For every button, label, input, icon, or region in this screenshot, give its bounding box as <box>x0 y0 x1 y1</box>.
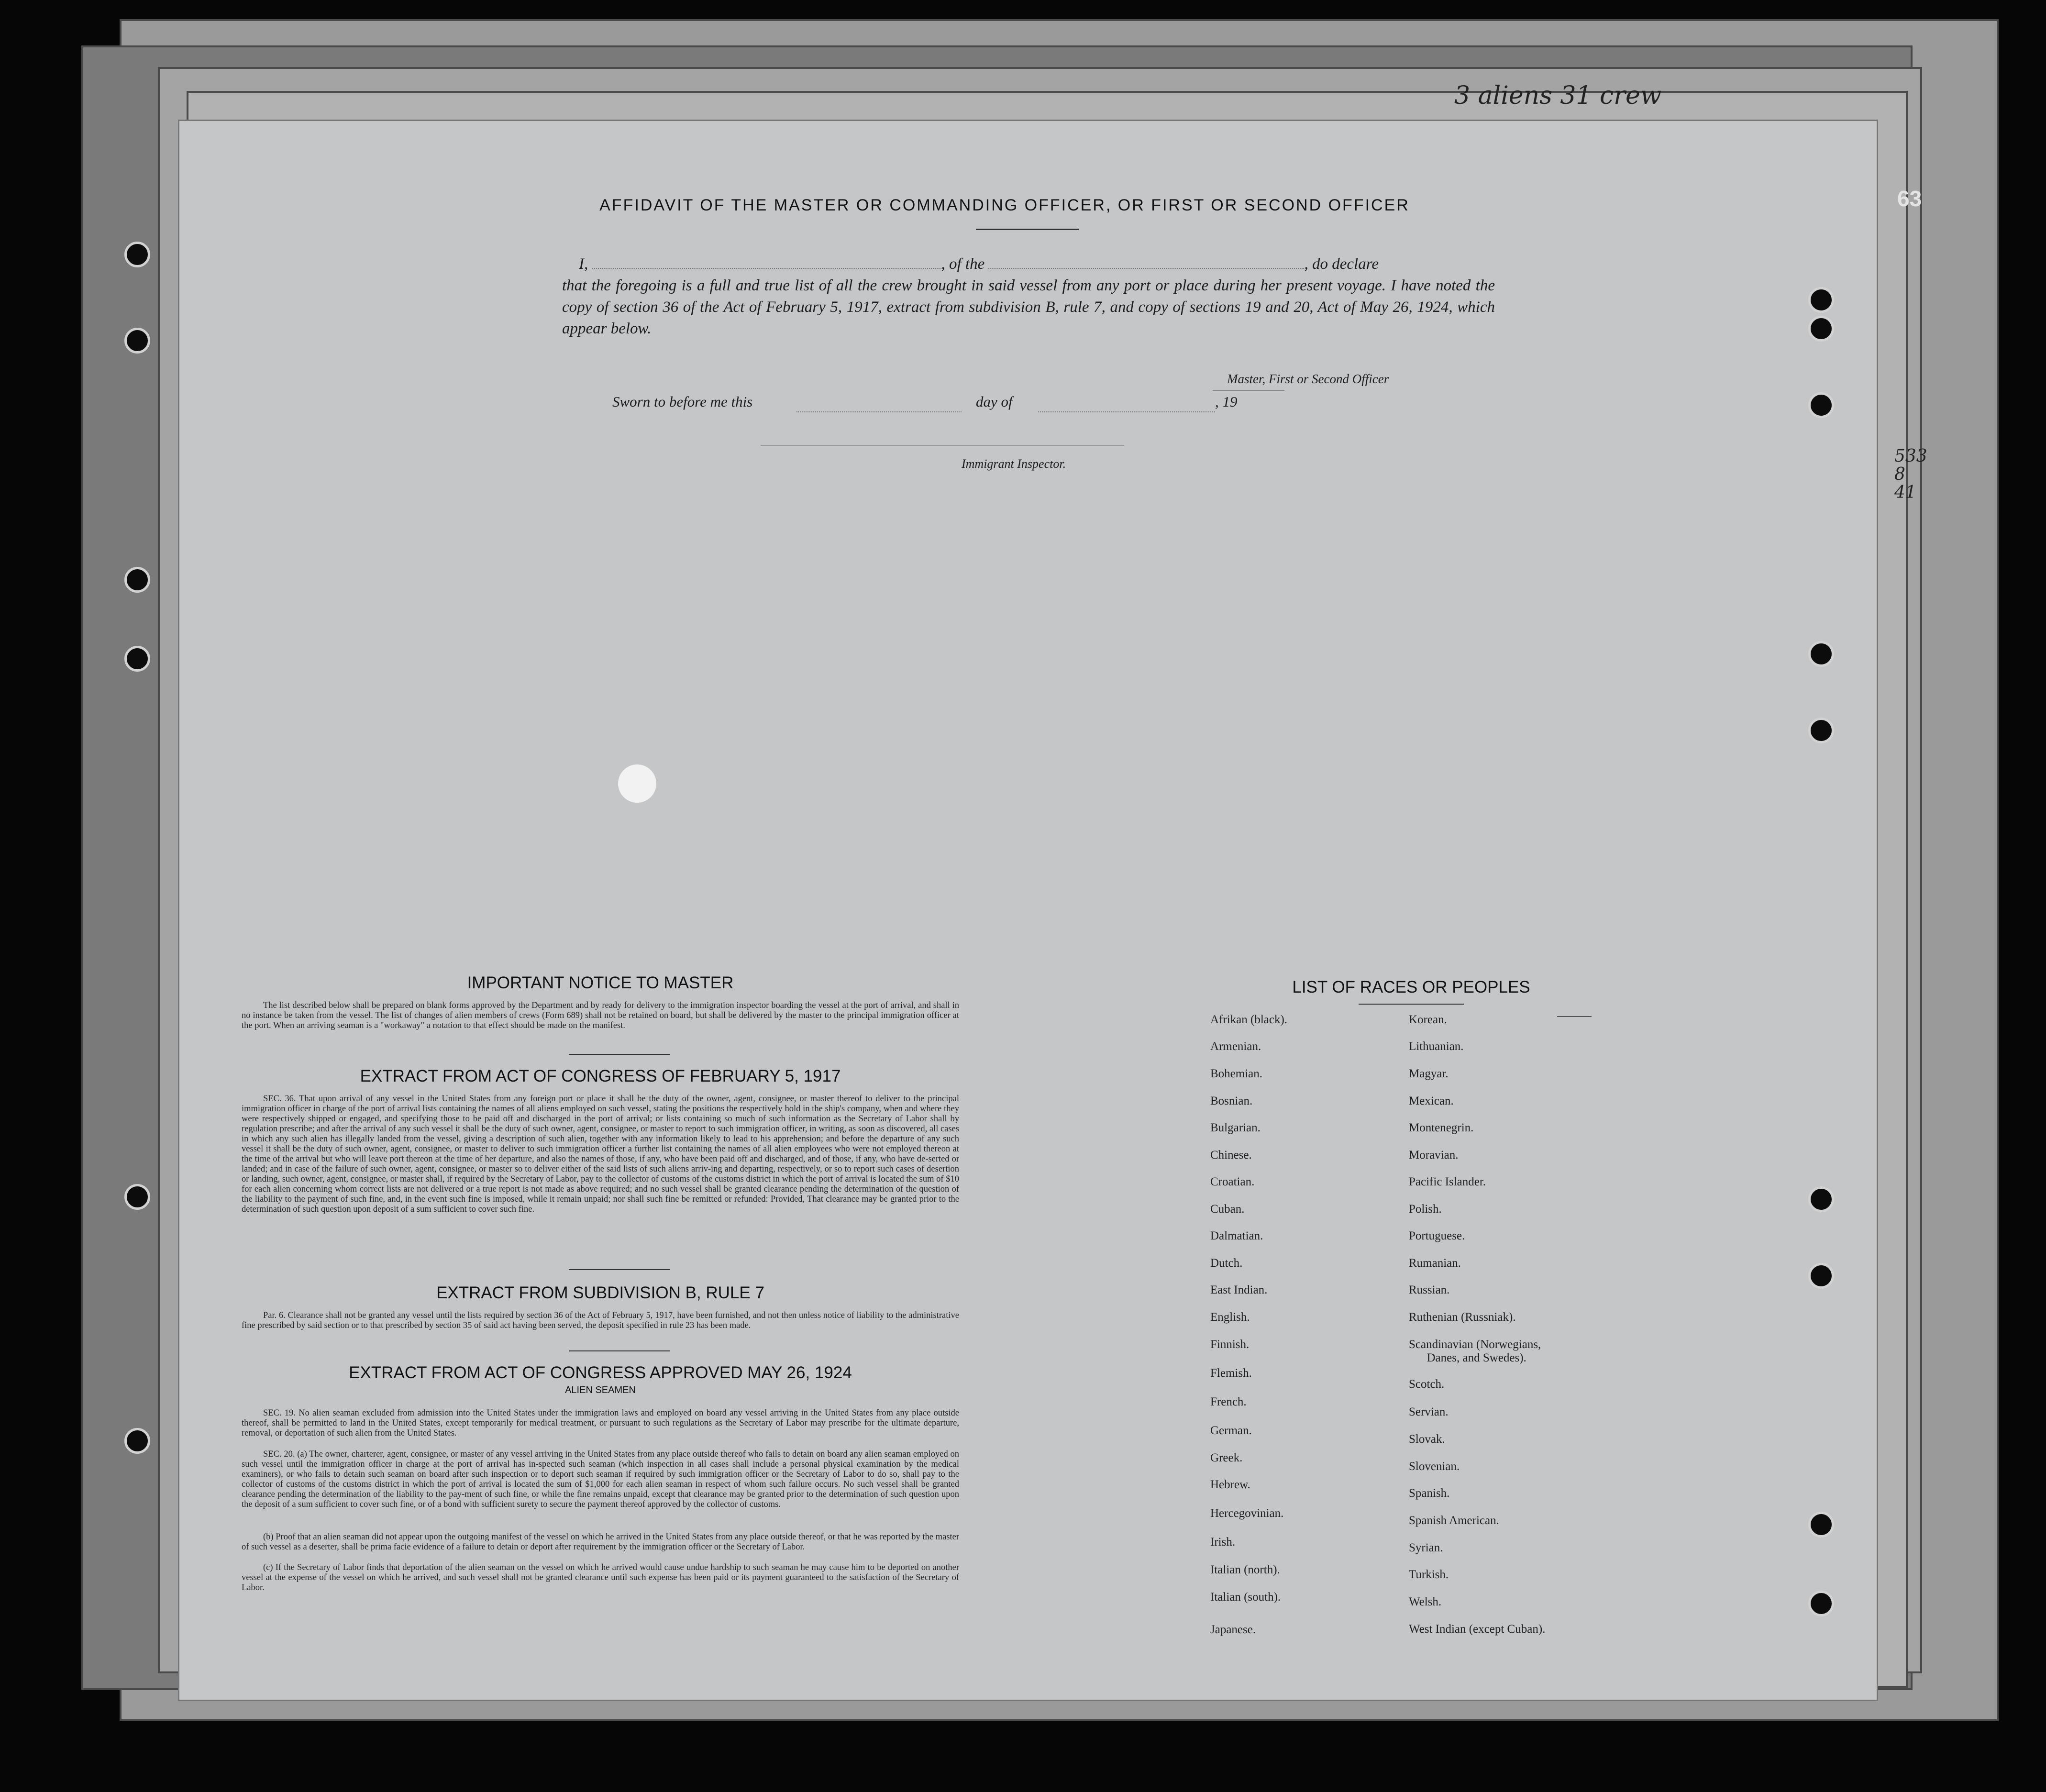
binder-ring-icon <box>1808 641 1834 667</box>
binder-ring-icon <box>1808 392 1834 418</box>
affidavit-i: I, <box>579 255 588 273</box>
race-entry: Spanish American. <box>1409 1514 1499 1527</box>
section-divider <box>569 1269 670 1270</box>
binder-ring-icon <box>1808 1186 1834 1212</box>
race-entry: Servian. <box>1409 1405 1449 1418</box>
race-entry: Moravian. <box>1409 1149 1459 1161</box>
race-entry: Flemish. <box>1210 1367 1252 1380</box>
race-entry: Welsh. <box>1409 1595 1442 1608</box>
scan-glare <box>618 764 656 803</box>
officer-signature-line <box>1213 390 1284 391</box>
sworn-year: , 19 <box>1215 393 1238 410</box>
race-entry: Greek. <box>1210 1451 1243 1464</box>
race-entry: Cuban. <box>1210 1203 1245 1216</box>
race-entry: Croatian. <box>1210 1175 1255 1188</box>
binder-ring-icon <box>1808 316 1834 342</box>
race-entry: Slovenian. <box>1409 1460 1460 1473</box>
rule7-title: EXTRACT FROM SUBDIVISION B, RULE 7 <box>436 1283 764 1302</box>
vessel-blank <box>988 254 1304 269</box>
race-entry: Lithuanian. <box>1409 1040 1464 1053</box>
binder-ring-icon <box>124 328 150 354</box>
race-entry: Magyar. <box>1409 1067 1449 1080</box>
race-entry: Afrikan (black). <box>1210 1013 1288 1026</box>
extract-1917-title: EXTRACT FROM ACT OF CONGRESS OF FEBRUARY 5, 1917 <box>360 1067 841 1085</box>
binder-ring-icon <box>1808 287 1834 313</box>
race-entry: Ruthenian (Russniak). <box>1409 1311 1516 1324</box>
binder-ring-icon <box>1808 1263 1834 1289</box>
extract-1917-text: SEC. 36. That upon arrival of any vessel in the United States from any foreign port or place it shall be the duty of the owner, agent, consignee, or master thereof to deliver to the principal immigration officer in charge of the port of arrival lists containing the names of all aliens employed on such vessel, stating the positions the respectively hold in the ship's company, when and where they were respectively shipped or engaged, and specifying those to be paid off and discharged in the port of arrival; or lists containing so much of such information as the Secretary of Labor shall by regulation prescribe; and after the arrival of any such vessel it shall be the duty of such owner, agent, consignee, or master to report to such immigration officer, in writing, as soon as discovered, all cases in which any such alien has illegally landed from the vessel, giving a description of such alien, together with any information likely to lead to his apprehension; and before the departure of any such vessel it shall be the duty of such owner, agent, consignee, or master to deliver to such immigration officer a further list containing the names of all alien employees who were not employed thereon at the time of the arrival but who will leave port thereon at the time of her departure, and also the names of those, if any, who have been paid off and discharged, and of those, if any, who have de-serted or landed; and in case of the failure of such owner, agent, consignee, or master so to deliver either of the said lists of such aliens arriv-ing and departing, respectively, or so to report such cases of desertion or landing, such owner, agent, consignee, or master shall, if required by the Secretary of Labor, pay to the collector of customs of the customs district in which the port of arrival is located the sum of $10 for each alien concerning whom correct lists are not delivered or a true report is not made as above required; and no such vessel shall be granted clearance pending the determination of the question of the liability to the payment of such fine, and, in the event such fine is imposed, while it remain unpaid; nor shall such fine be remitted or refunded: Provided, That clearance may be granted prior to the determination of such question upon deposit of a sum sufficient to cover such fine. <box>242 1094 959 1214</box>
extract-1924-sec20a: SEC. 20. (a) The owner, charterer, agent, consignee, or master of any vessel arriving in the United States from any place outside thereof who fails to detain on board any alien seaman employed on such vessel until the immigration officer in charge at the port of arrival has in-spected such seaman (which inspection in all cases shall include a personal physical examination by the medical examiners), or who fails to detain such seaman on board after such inspection or to deport such seaman if required by such immigration officer or the Secretary of Labor to do so, shall pay to the collector of customs of the customs district in which the port of arrival is located the sum of $1,000 for each alien seaman in respect of whom such failure occurs. No such vessel shall be granted clearance pending the determination of the liability to the pay-ment of such fine, or while the fine remains unpaid, except that clearance may be granted prior to the determination of such question upon the deposit of a sum sufficient to cover such fine, or of a bond with sufficient surety to secure the payment thereof approved by the collector of customs. <box>242 1449 959 1509</box>
race-entry: English. <box>1210 1311 1250 1324</box>
race-entry: West Indian (except Cuban). <box>1409 1623 1546 1636</box>
race-entry: Syrian. <box>1409 1541 1443 1554</box>
inspector-label: Immigrant Inspector. <box>962 457 1066 471</box>
rule7-text: Par. 6. Clearance shall not be granted any vessel until the lists required by section 36 of the Act of February 5, 1917, have been furnished, and not then unless notice of liability to the administrative fine prescribed by said section or to that prescribed by section 35 of said act having been served, the deposit specified in rule 23 has been made. <box>242 1311 959 1330</box>
extract-1924-sec20c: (c) If the Secretary of Labor finds that deportation of the alien seaman on the vessel on which he arrived would cause undue hardship to such seaman he may cause him to be deported on another vessel at the expense of the vessel on which he arrived, and such vessel shall not be granted clearance until such expense has been paid or its payment guaranteed to the satisfaction of the Secretary of Labor. <box>242 1563 959 1593</box>
race-entry: Bohemian. <box>1210 1067 1263 1080</box>
race-entry: Korean. <box>1409 1013 1447 1026</box>
affidavit-declare: , do declare <box>1304 255 1379 273</box>
race-entry: Hercegovinian. <box>1210 1507 1284 1520</box>
races-mark <box>1557 1016 1592 1017</box>
handwritten-note-top: 3 aliens 31 crew <box>1454 81 1662 110</box>
race-entry: Portuguese. <box>1409 1229 1465 1242</box>
binder-ring-icon <box>124 1184 150 1210</box>
binder-ring-icon <box>124 242 150 267</box>
race-entry: Bulgarian. <box>1210 1121 1261 1134</box>
binder-ring-icon <box>1808 1512 1834 1538</box>
sworn-label: Sworn to before me this <box>612 393 753 410</box>
affidavit-title: AFFIDAVIT OF THE MASTER OR COMMANDING OFFICER, OR FIRST OR SECOND OFFICER <box>599 196 1410 214</box>
extract-1924-title: EXTRACT FROM ACT OF CONGRESS APPROVED MAY 26, 1924 <box>349 1363 852 1382</box>
race-entry: Scotch. <box>1409 1378 1445 1391</box>
title-divider <box>976 229 1079 230</box>
race-entry: Dalmatian. <box>1210 1229 1263 1242</box>
affidavit-body: that the foregoing is a full and true list of all the crew brought in said vessel from any port or place during her present voyage. I have noted the copy of section 36 of the Act of February 5, 1917, extract from subdivision B, rule 7, and copy of sections 19 and 20, Act of May 26, 1924, which appear below. <box>562 277 1495 337</box>
race-entry: Hebrew. <box>1210 1478 1250 1491</box>
race-entry: German. <box>1210 1424 1252 1437</box>
binder-ring-icon <box>1808 718 1834 743</box>
officer-label: Master, First or Second Officer <box>1227 372 1389 386</box>
race-entry: Slovak. <box>1409 1433 1445 1446</box>
race-entry: East Indian. <box>1210 1283 1268 1296</box>
race-entry: Mexican. <box>1409 1095 1454 1107</box>
race-entry: French. <box>1210 1395 1247 1408</box>
name-blank <box>592 254 941 269</box>
sworn-month-blank <box>1038 397 1215 412</box>
notice-text: The list described below shall be prepared on blank forms approved by the Department and by ready for delivery to the immigration inspector boarding the vessel at the port of arrival, and shall in no instance be taken from the vessel. The list of changes of alien members of crews (Form 689) shall not be retained on board, but shall be delivered by the master to the principal immigration officer at the port. When an arriving seaman is a "workaway" a notation to that effect should be made on the manifest. <box>242 1001 959 1030</box>
affidavit-of-the: , of the <box>941 255 985 273</box>
race-entry: Dutch. <box>1210 1257 1243 1270</box>
race-entry: Spanish. <box>1409 1487 1450 1500</box>
affidavit-statement <box>562 254 1495 340</box>
race-entry: Scandinavian (Norwegians, Danes, and Swedes). <box>1409 1338 1541 1364</box>
race-entry: Polish. <box>1409 1203 1442 1216</box>
handwritten-note-margin: 533 8 41 <box>1894 446 1927 502</box>
race-entry: Italian (north). <box>1210 1563 1280 1576</box>
race-entry: Irish. <box>1210 1536 1236 1549</box>
extract-1924-sec19: SEC. 19. No alien seaman excluded from admission into the United States under the immigration laws and employed on board any vessel arriving in the United States from any place outside thereof, shall be permitted to land in the United States, except temporarily for medical treatment, or pursuant to such regulations as the Secretary of Labor may prescribe for the ultimate departure, removal, or deportation of such alien from the United States. <box>242 1408 959 1438</box>
inspector-signature-line <box>761 445 1124 446</box>
races-divider <box>1359 1004 1464 1005</box>
sworn-day-of: day of <box>976 393 1013 410</box>
race-entry: Pacific Islander. <box>1409 1175 1486 1188</box>
race-entry: Italian (south). <box>1210 1591 1281 1604</box>
page-number: 63 <box>1897 186 1922 211</box>
section-divider <box>569 1054 670 1055</box>
binder-ring-icon <box>1808 1591 1834 1616</box>
binder-ring-icon <box>124 646 150 672</box>
race-entry: Finnish. <box>1210 1338 1250 1351</box>
race-entry: Armenian. <box>1210 1040 1261 1053</box>
race-entry: Rumanian. <box>1409 1257 1461 1270</box>
extract-1924-sec20b: (b) Proof that an alien seaman did not appear upon the outgoing manifest of the vessel on which he arrived in the United States from any place outside thereof, or that he was reported by the master of such vessel as a deserter, shall be prima facie evidence of a failure to detain or deport after requirement by the immigration officer or the Secretary of Labor. <box>242 1532 959 1552</box>
race-entry: Montenegrin. <box>1409 1121 1474 1134</box>
race-entry: Bosnian. <box>1210 1095 1253 1107</box>
extract-1924-subtitle: ALIEN SEAMEN <box>565 1385 636 1395</box>
race-entry: Russian. <box>1409 1283 1450 1296</box>
binder-ring-icon <box>124 567 150 593</box>
races-title: LIST OF RACES OR PEOPLES <box>1292 978 1530 996</box>
race-entry: Turkish. <box>1409 1568 1449 1581</box>
section-divider <box>569 1350 670 1351</box>
race-entry: Chinese. <box>1210 1149 1252 1161</box>
binder-ring-icon <box>124 1428 150 1454</box>
notice-title: IMPORTANT NOTICE TO MASTER <box>467 973 734 992</box>
sworn-day-blank <box>796 397 962 412</box>
race-entry: Japanese. <box>1210 1623 1256 1636</box>
